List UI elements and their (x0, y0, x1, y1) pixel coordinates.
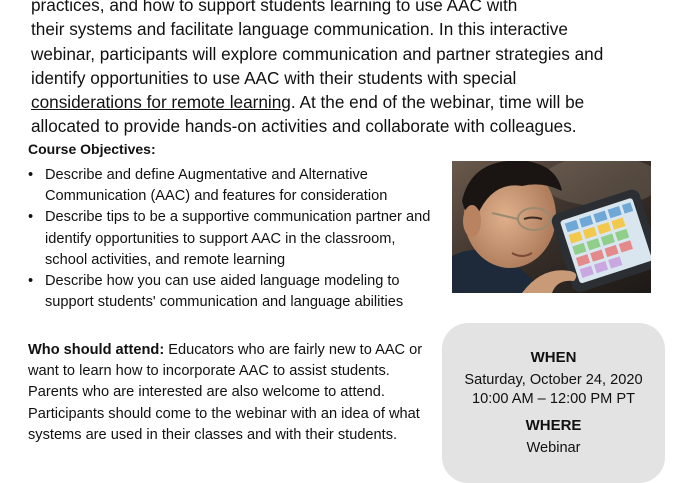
photo-illustration (452, 161, 651, 293)
event-details-box (442, 323, 665, 483)
intro-paragraph (31, 0, 671, 139)
student-using-aac-tablet-photo (452, 161, 651, 293)
who-should-attend-label: Who should attend: (28, 342, 165, 358)
who-should-attend (28, 340, 438, 446)
intro-line: their systems and facilitate language communication. In this interactive (31, 19, 568, 40)
intro-line: allocated to provide hands-on activities and collaborate with colleagues. (31, 116, 577, 137)
event-time: 10:00 AM – 12:00 PM PT (471, 391, 636, 407)
who-should-attend-text: Educators who are fairly new to AAC or want to learn how to incorporate AAC to assist students. Parents who are interested are also welcome to attend. Participants should come to the webinar with an idea of what systems are used in their classes and with their students. (28, 342, 423, 443)
when-label: WHEN (530, 349, 577, 366)
intro-after-link: . At the end of the webinar, time will be (290, 92, 585, 113)
course-objectives-list (28, 165, 438, 313)
objective-item: • Describe and define Augmentative and Alternative Communication (AAC) and features for consideration (28, 165, 438, 207)
objective-item: • Describe how you can use aided language modeling to support students' communication and language abilities (28, 271, 438, 313)
objective-item: • Describe tips to be a supportive communication partner and identify opportunities to support AAC in the classroom, school activities, and remote learning (28, 207, 438, 271)
course-objectives-heading: Course Objectives: (28, 141, 156, 157)
event-location: Webinar (526, 440, 581, 456)
where-label: WHERE (525, 417, 582, 434)
remote-learning-link[interactable]: considerations for remote learning (31, 92, 291, 113)
intro-line: webinar, participants will explore communication and partner strategies and (31, 43, 604, 64)
intro-line: identify opportunities to use AAC with their students with special (31, 67, 517, 88)
event-date: Saturday, October 24, 2020 (464, 372, 643, 388)
intro-line: practices, and how to support students learning to use AAC with (31, 0, 518, 15)
intro-line (31, 90, 671, 114)
